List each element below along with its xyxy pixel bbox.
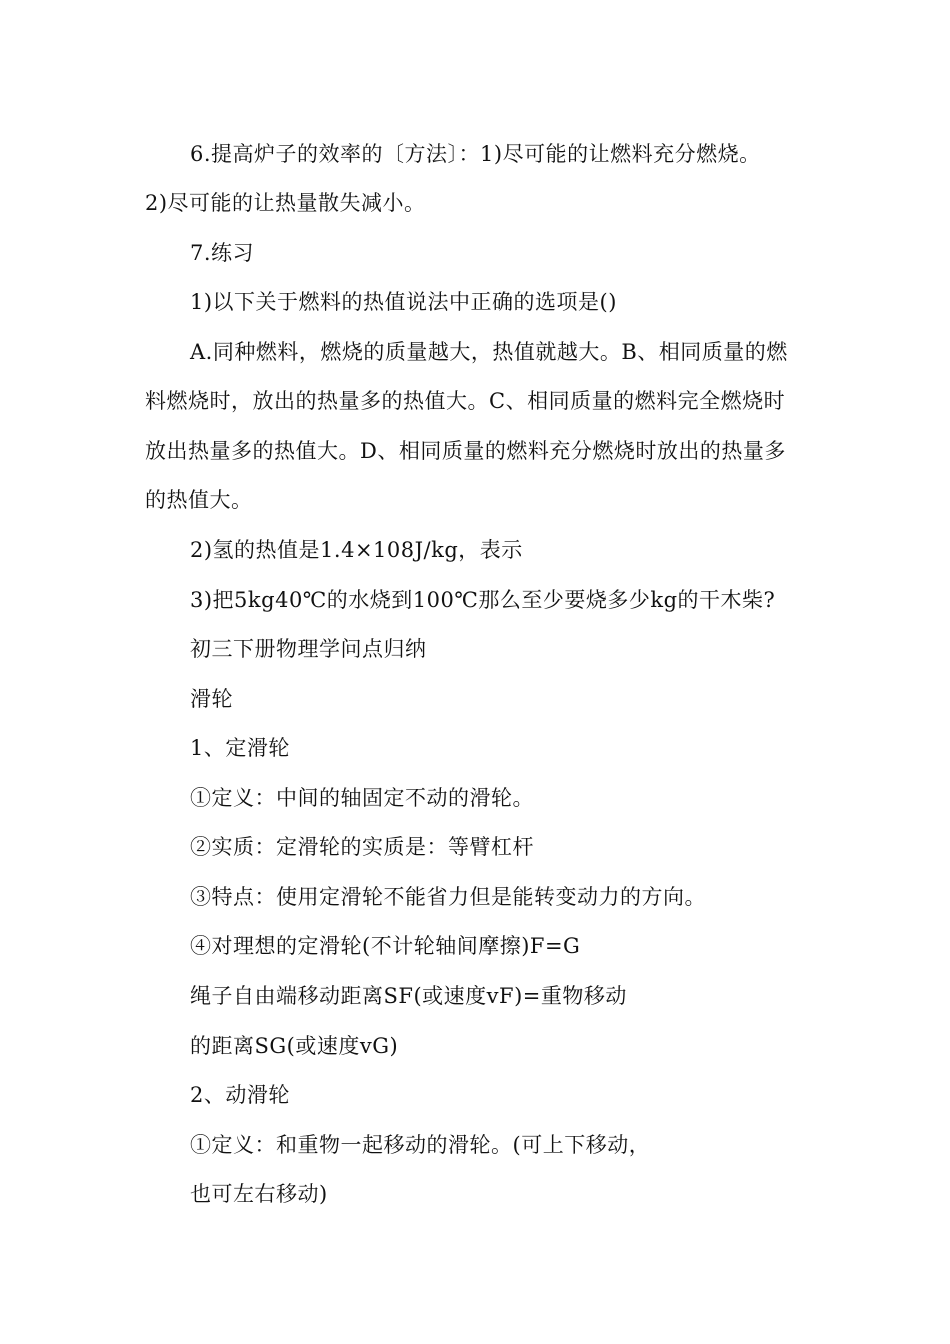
text-line: 的距离SG(或速度vG)	[190, 1034, 399, 1058]
section-heading: 初三下册物理学问点归纳	[190, 637, 427, 661]
text-line: 2)尽可能的让热量散失减小。	[145, 191, 426, 215]
text-line: ①定义：和重物一起移动的滑轮。(可上下移动，	[190, 1133, 651, 1157]
text-line: 也可左右移动)	[190, 1182, 328, 1206]
text-line: 放出热量多的热值大。D、相同质量的燃料充分燃烧时放出的热量多	[145, 439, 786, 463]
text-line: A.同种燃料，燃烧的质量越大，热值就越大。B、相同质量的燃	[190, 340, 788, 364]
question-text: 2)氢的热值是1.4×108J/kg，表示	[190, 538, 523, 562]
text-line: ④对理想的定滑轮(不计轮轴间摩擦)F=G	[190, 934, 581, 958]
text-line: ①定义：中间的轴固定不动的滑轮。	[190, 786, 534, 810]
section-heading: 7.练习	[190, 241, 255, 265]
text-line: 料燃烧时，放出的热量多的热值大。C、相同质量的燃料完全燃烧时	[145, 389, 786, 413]
text-line: 的热值大。	[145, 488, 253, 512]
question-text: 1)以下关于燃料的热值说法中正确的选项是()	[190, 290, 617, 314]
text-line: 6.提高炉子的效率的〔方法〕：1)尽可能的让燃料充分燃烧。	[190, 142, 761, 166]
text-line: ②实质：定滑轮的实质是：等臂杠杆	[190, 835, 534, 859]
subsection-heading: 1、定滑轮	[190, 736, 290, 760]
question-text: 3)把5kg40℃的水烧到100℃那么至少要烧多少kg的干木柴?	[190, 588, 776, 612]
text-line: 绳子自由端移动距离SF(或速度vF)=重物移动	[190, 984, 627, 1008]
text-line: ③特点：使用定滑轮不能省力但是能转变动力的方向。	[190, 885, 706, 909]
section-heading: 滑轮	[190, 687, 233, 711]
subsection-heading: 2、动滑轮	[190, 1083, 290, 1107]
